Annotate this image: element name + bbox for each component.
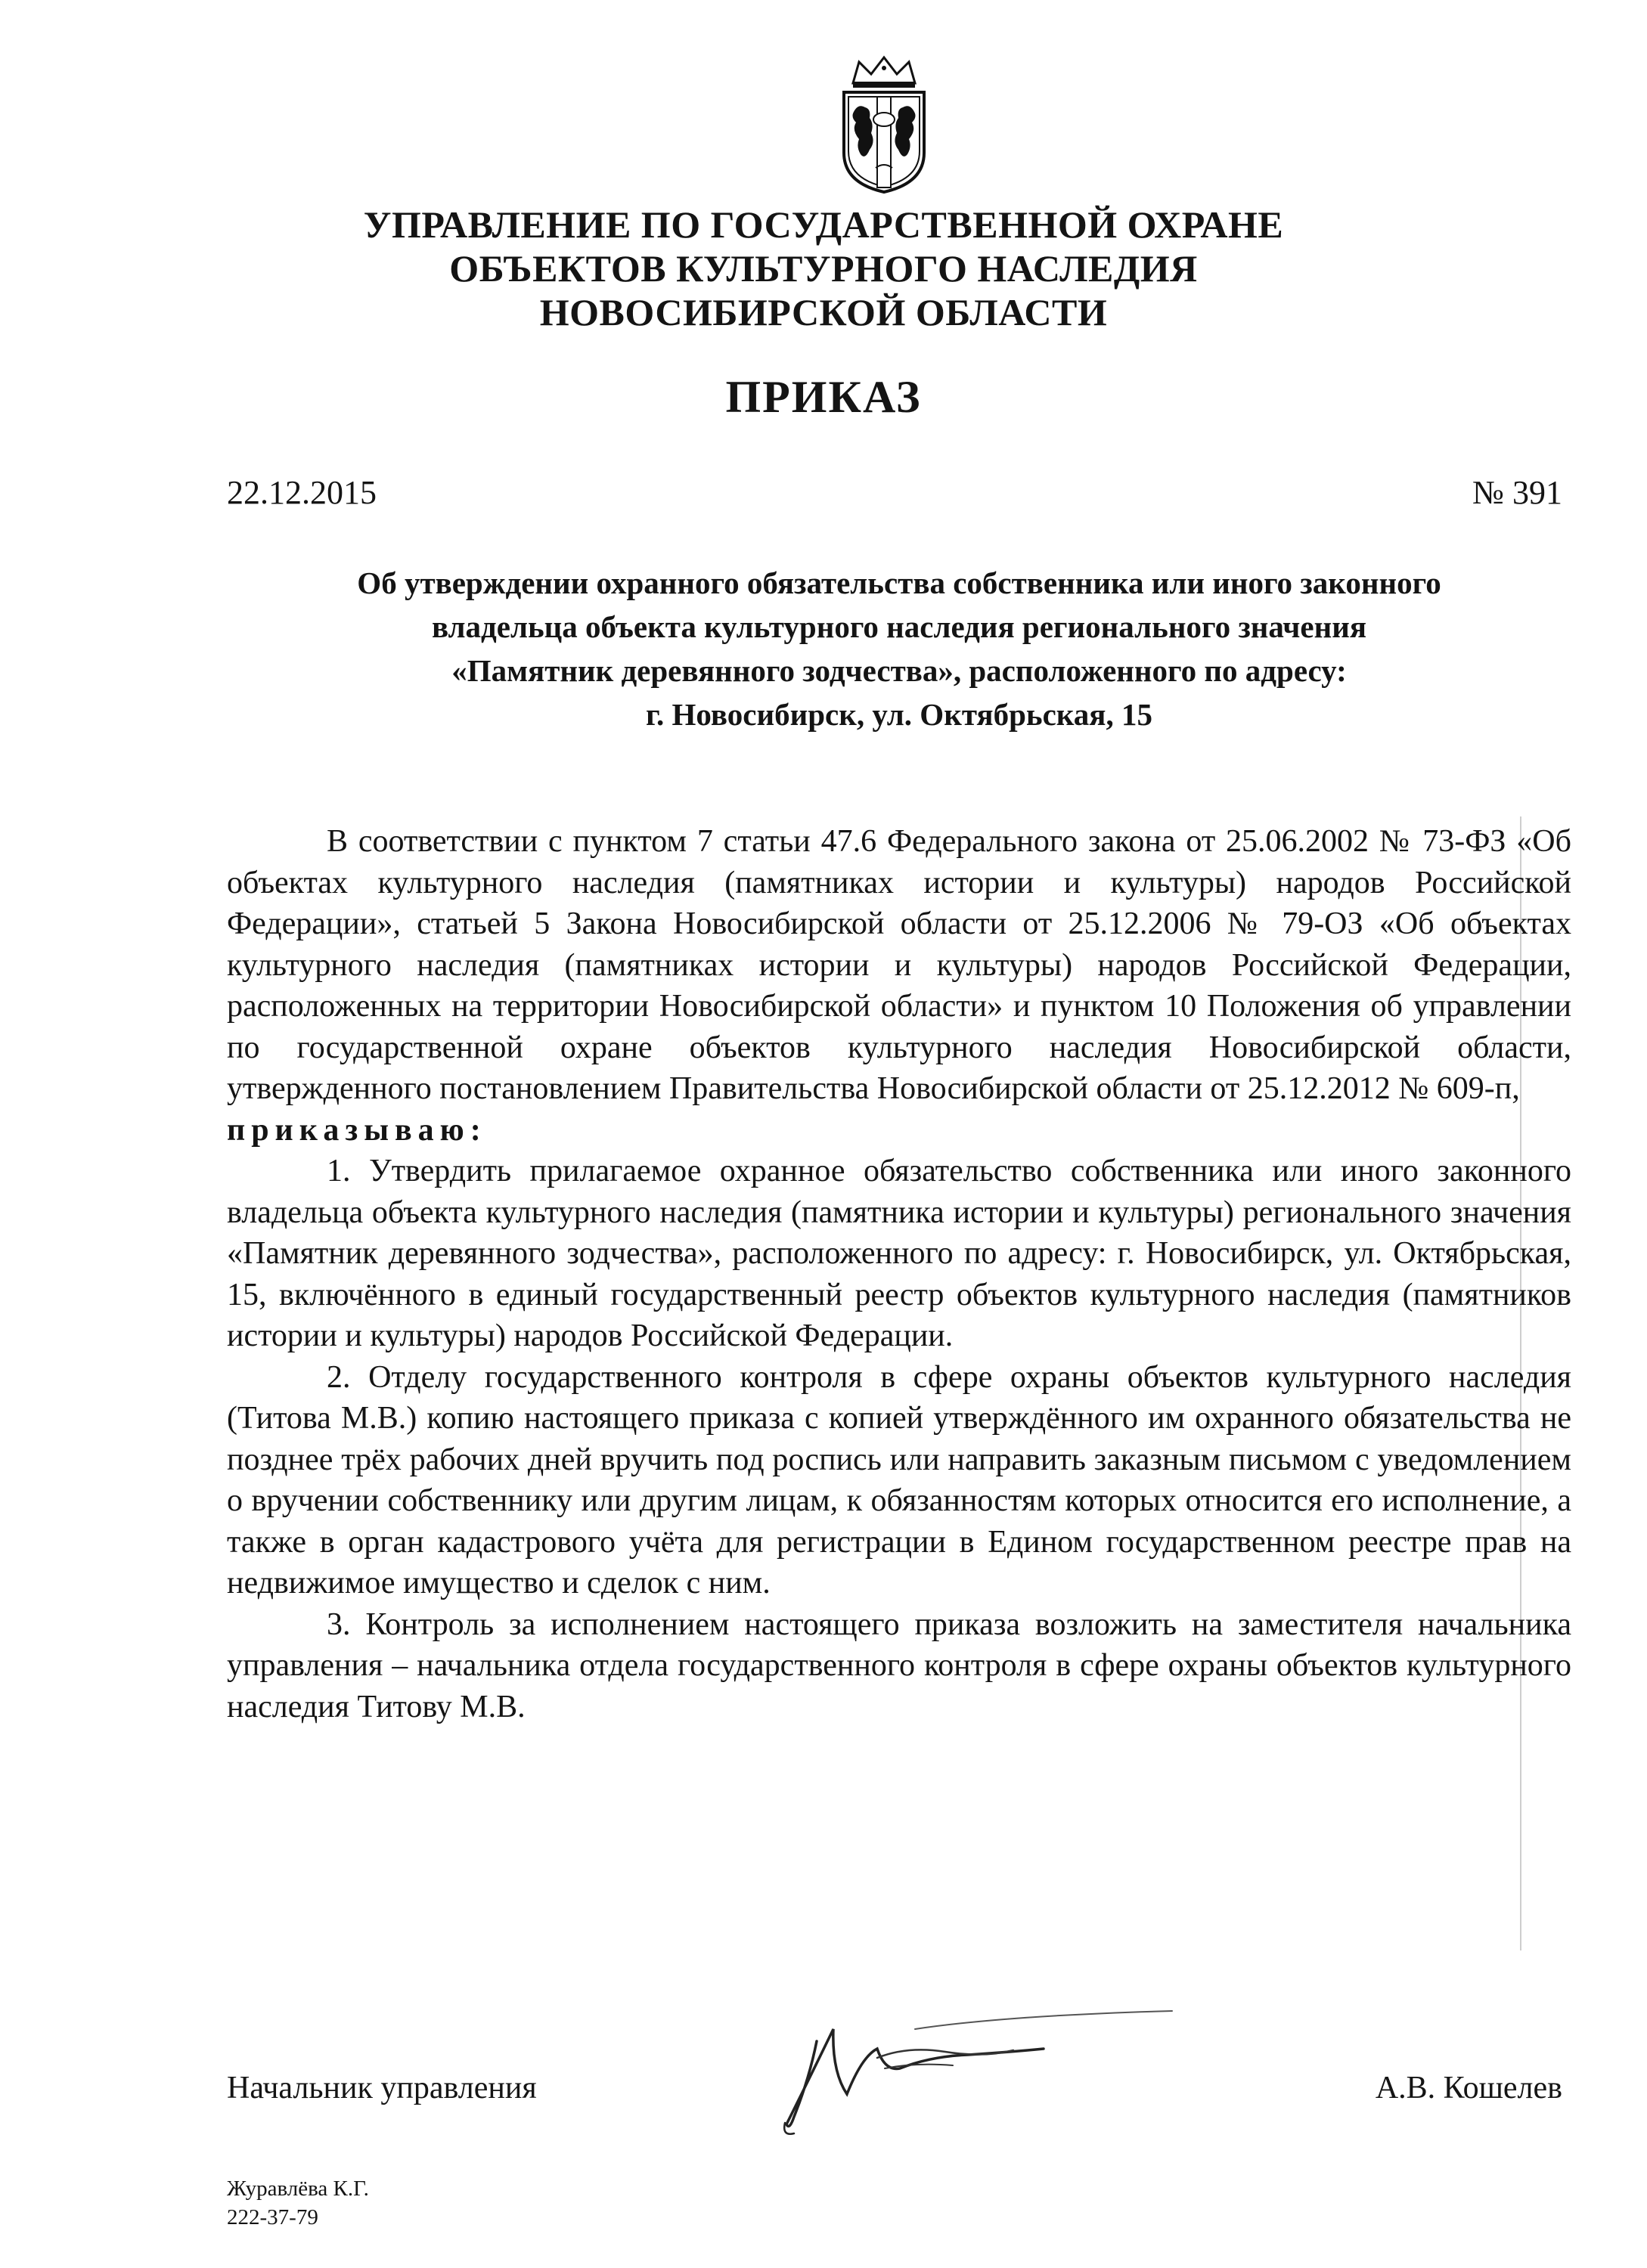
subject-line-4: г. Новосибирск, ул. Октябрьская, 15	[646, 697, 1152, 732]
order-item-2: 2. Отделу государственного контроля в сфере охраны объектов культурного наследия (Титова М.В.) копию настоящего приказа с копией утверждённого им охранного обязательства не позднее трёх рабочих дней вручить под роспись или направить заказным письмом с уведомлением о вручении собственнику или другим лицам, к обязанностям которых относится его исполнение, а также в орган кадастрового учёта для регистрации в Едином государственном реестре прав на недвижимое имущество и сделок с ним.	[227, 1359, 1571, 1600]
document-date: 22.12.2015	[227, 474, 377, 511]
document-type-title: ПРИКАЗ	[725, 372, 922, 422]
signatory-name: А.В. Кошелев	[1375, 2071, 1562, 2105]
orders-keyword: приказываю:	[227, 1112, 487, 1148]
order-item-3: 3. Контроль за исполнением настоящего приказа возложить на заместителя начальника управления – начальника отдела государственного контроля в сфере охраны объектов культурного наследия Титову М.В.	[227, 1606, 1571, 1724]
document-number: № 391	[1472, 474, 1562, 511]
executor-phone: 222-37-79	[227, 2205, 318, 2229]
subject-line-3: «Памятник деревянного зодчества», расположенного по адресу:	[451, 653, 1347, 688]
order-item-1: 1. Утвердить прилагаемое охранное обязательство собственника или иного законного владельца объекта культурного наследия (памятника истории и культуры) регионального значения «Памятник деревянного зодчества», расположенного по адресу: г. Новосибирск, ул. Октябрьская, 15, включённого в единый государственный реестр объектов культурного наследия (памятников истории и культуры) народов Российской Федерации.	[227, 1154, 1571, 1353]
subject-line-2: владельца объекта культурного наследия регионального значения	[431, 609, 1367, 644]
authority-line-2: ОБЪЕКТОВ КУЛЬТУРНОГО НАСЛЕДИЯ	[449, 247, 1198, 290]
coat-of-arms-icon	[838, 54, 930, 195]
subject-line-1: Об утверждении охранного обязательства собственника или иного законного	[357, 565, 1441, 600]
document-subject	[227, 561, 1571, 736]
handwritten-signature	[764, 1996, 1187, 2139]
executor-name: Журавлёва К.Г.	[227, 2177, 369, 2201]
authority-line-1: УПРАВЛЕНИЕ ПО ГОСУДАРСТВЕННОЙ ОХРАНЕ	[363, 203, 1284, 246]
authority-line-3: НОВОСИБИРСКОЙ ОБЛАСТИ	[539, 291, 1108, 333]
executor-info	[227, 2174, 369, 2232]
signatory-position: Начальник управления	[227, 2071, 537, 2105]
authority-name	[227, 203, 1420, 334]
document-body	[227, 821, 1571, 1727]
preamble-paragraph: В соответствии с пунктом 7 статьи 47.6 Федерального закона от 25.06.2002 № 73-ФЗ «Об объектах культурного наследия (памятниках истории и культуры) народов Российской Федерации», статьей 5 Закона Новосибирской области от 25.12.2006 № 79-ОЗ «Об объектах культурного наследия (памятниках истории и культуры) народов Российской Федерации, расположенных на территории Новосибирской области» и пунктом 10 Положения об управлении по государственной охране объектов культурного наследия Новосибирской области, утвержденного постановлением Правительства Новосибирской области от 25.12.2012 № 609-п,	[227, 824, 1571, 1106]
